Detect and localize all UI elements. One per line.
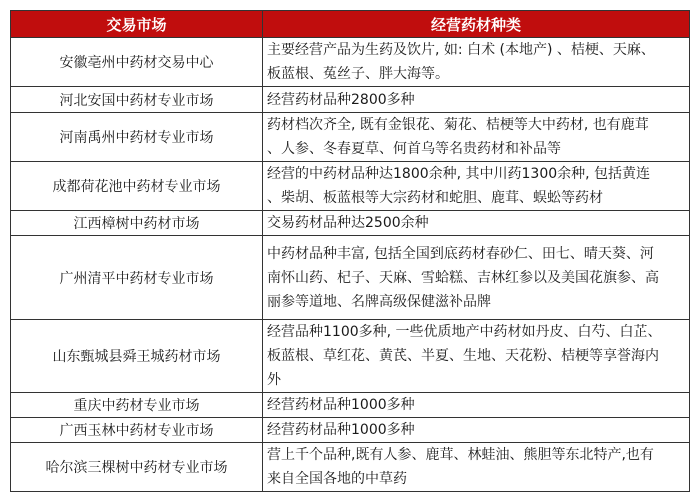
market-name: 重庆中药材专业市场: [11, 393, 263, 418]
description-line: 南怀山药、杞子、天麻、雪蛤糕、吉林红参以及美国花旗参、高: [267, 269, 659, 286]
table-row: [11, 418, 690, 443]
description-line: 交易药材品种达2500余种: [267, 215, 429, 231]
description-line: 板蓝根、菟丝子、胖大海等。: [267, 66, 449, 82]
market-description: [263, 87, 690, 113]
market-name: 河南禹州中药材专业市场: [11, 113, 263, 162]
market-description: [263, 418, 690, 443]
description-line: 外: [267, 372, 281, 388]
market-name: 成都荷花池中药材专业市场: [11, 162, 263, 211]
description-line: 营上千个品种,既有人参、鹿茸、林蛙油、熊胆等东北特产,也有: [267, 447, 654, 463]
market-name: 哈尔滨三棵树中药材专业市场: [11, 443, 263, 492]
table-row: [11, 443, 690, 492]
header-types: 经营药材种类: [263, 11, 690, 38]
description-line: 经营药材品种1000多种: [267, 397, 415, 413]
description-line: 药材档次齐全, 既有金银花、菊花、桔梗等大中药材, 也有鹿茸: [267, 117, 649, 133]
market-name: 广州清平中药材专业市场: [11, 236, 263, 320]
table-row: [11, 320, 690, 393]
description-line: 经营品种1100多种, 一些优质地产中药材如丹皮、白芍、白芷、: [267, 324, 662, 340]
table-row: [11, 393, 690, 418]
market-description: [263, 113, 690, 162]
market-table: [10, 10, 690, 492]
description-line: 主要经营产品为生药及饮片, 如: 白术 (本地产) 、桔梗、天麻、: [267, 42, 655, 58]
table-row: [11, 211, 690, 236]
description-line: 来自全国各地的中草药: [267, 471, 407, 487]
table-row: [11, 162, 690, 211]
market-description: [263, 162, 690, 211]
market-description: [263, 38, 690, 87]
market-name: 广西玉林中药材专业市场: [11, 418, 263, 443]
description-line: 丽参等道地、名牌高级保健滋补品牌: [267, 293, 491, 310]
market-name: 安徽亳州中药材交易中心: [11, 38, 263, 87]
description-line: 经营的中药材品种达1800余种, 其中川药1300余种, 包括黄连: [267, 166, 651, 182]
description-line: 中药材品种丰富, 包括全国到底药材春砂仁、田七、晴天葵、河: [267, 245, 654, 262]
table-row: [11, 236, 690, 320]
description-line: 、柴胡、板蓝根等大宗药材和蛇胆、鹿茸、蜈蚣等药材: [267, 190, 603, 206]
header-market: 交易市场: [11, 11, 263, 38]
table-row: [11, 87, 690, 113]
market-description: [263, 211, 690, 236]
market-description: [263, 320, 690, 393]
table-row: [11, 38, 690, 87]
description-line: 经营药材品种1000多种: [267, 422, 415, 438]
market-description: [263, 236, 690, 320]
market-name: 山东甄城县舜王城药材市场: [11, 320, 263, 393]
table-header-row: [11, 11, 690, 38]
table-row: [11, 113, 690, 162]
description-line: 、人参、冬春夏草、何首乌等名贵药材和补品等: [267, 141, 561, 157]
market-name: 江西樟树中药材市场: [11, 211, 263, 236]
market-description: [263, 443, 690, 492]
market-name: 河北安国中药材专业市场: [11, 87, 263, 113]
market-description: [263, 393, 690, 418]
description-line: 经营药材品种2800多种: [267, 91, 415, 108]
description-line: 板蓝根、草红花、黄芪、半夏、生地、天花粉、桔梗等享誉海内: [267, 348, 659, 364]
